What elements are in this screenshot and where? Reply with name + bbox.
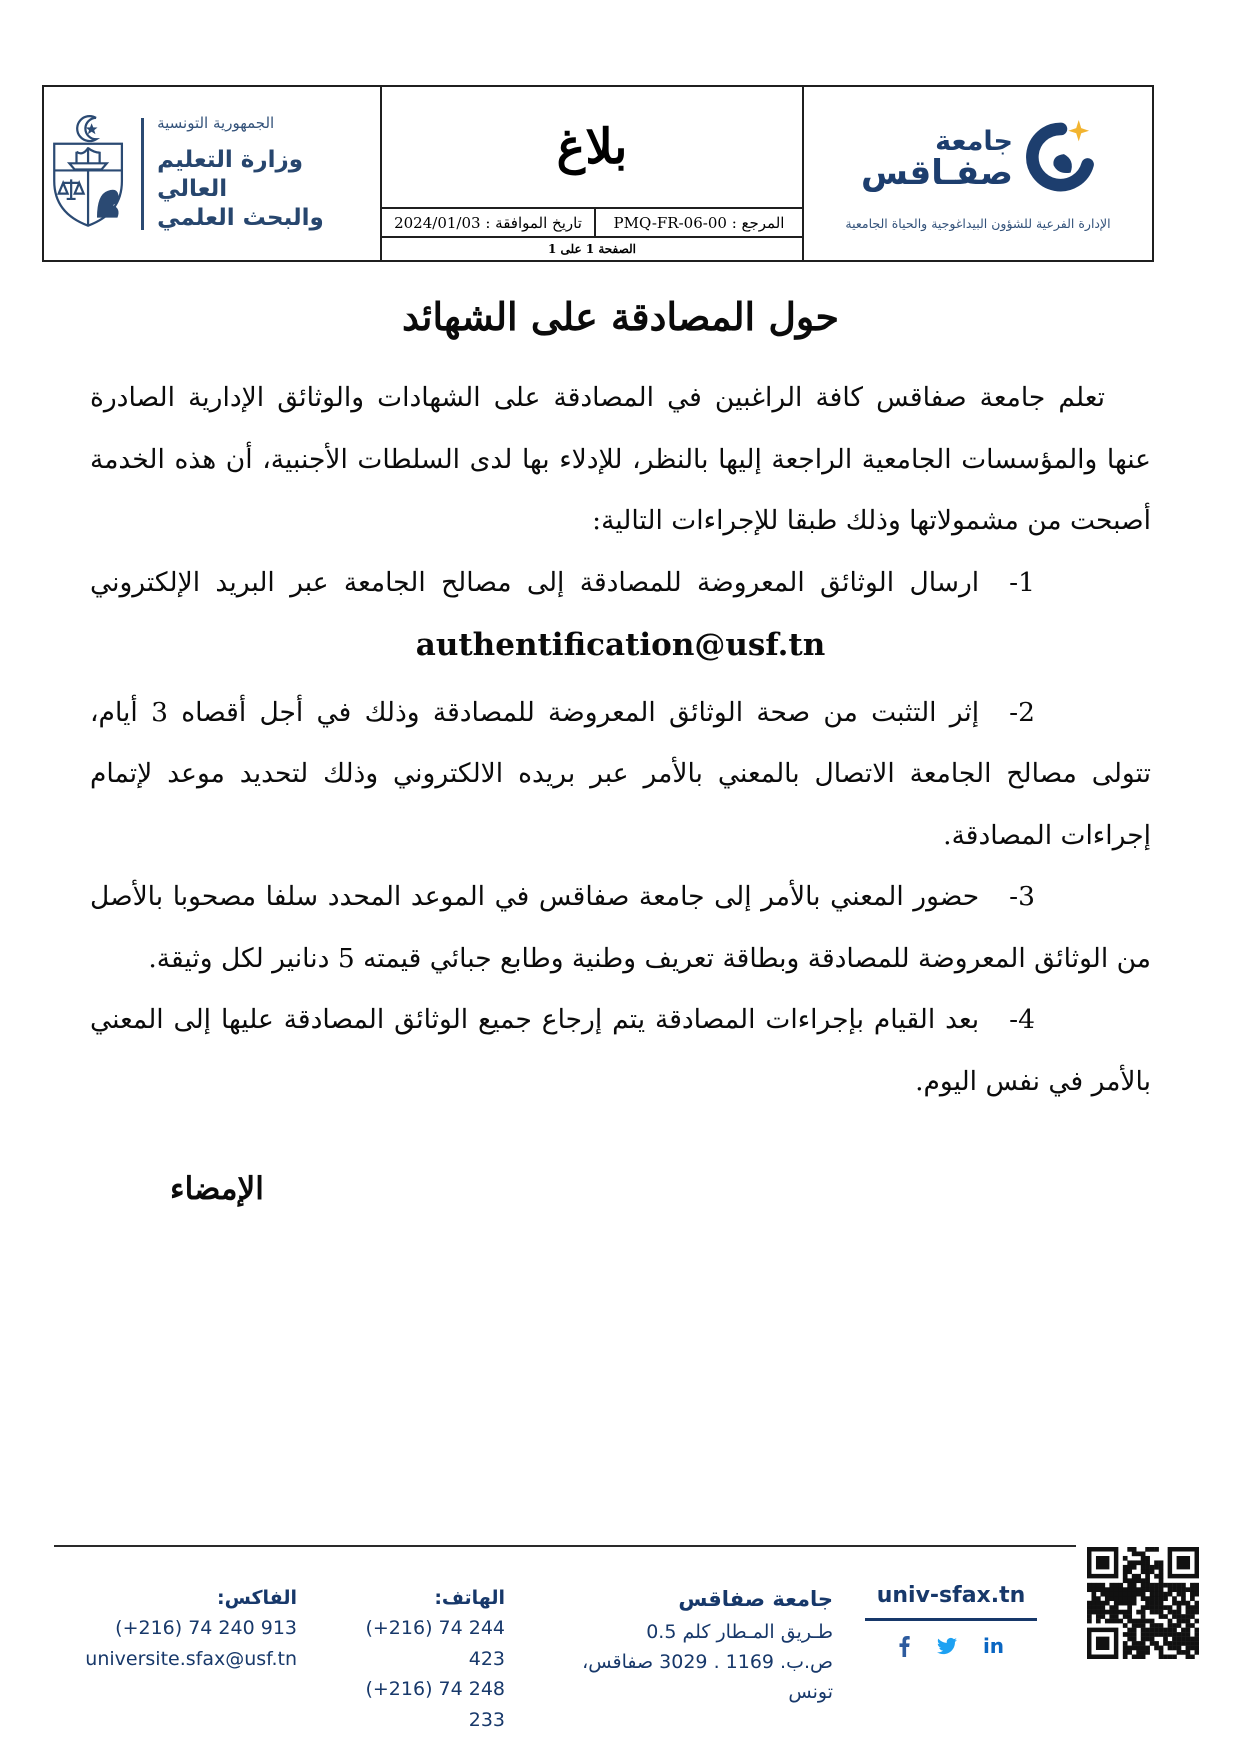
footer-address-line2: ص.ب. 1169 . 3029 صفاقس، تونس [582,1650,833,1704]
facebook-icon [898,1635,911,1657]
footer [42,1545,1199,1731]
linkedin-icon: in [982,1634,1005,1658]
ministry-cell [44,87,380,260]
footer-email: universite.sfax@usf.tn [85,1647,297,1670]
footer-address-block [533,1583,833,1735]
footer-divider [54,1545,1076,1547]
phone-number-1: (+216) 74 244 423 [365,1617,505,1670]
university-logo-icon [1021,116,1095,204]
list-item-4-text: بعد القيام بإجراءات المصادقة يتم إرجاع جميع الوثائق المصادقة عليها إلى المعني بالأمر في نفس اليوم. [90,1004,1151,1097]
university-name-line1: جامعة [935,125,1014,157]
list-item-2-text: إثر التثبت من صحة الوثائق المعروضة للمصادقة وذلك في أجل أقصاه 3 أيام، تتولى مصالح الجامعة الاتصال بالمعني بالأمر عبر بريده الالكتروني وذلك لتحديد موعد لإتمام إجراءات المصادقة. [90,696,1151,851]
list-item-4 [90,989,1151,1112]
qr-code [1087,1547,1199,1659]
fax-number: (+216) 74 240 913 [115,1617,297,1640]
phone-number-2: (+216) 74 248 233 [365,1678,505,1731]
fax-label: الفاكس: [217,1587,297,1609]
footer-fax-block [47,1583,297,1735]
footer-web-block [861,1583,1041,1735]
document-body [90,292,1151,1226]
phone-label: الهاتف: [434,1587,505,1609]
list-item-3 [90,866,1151,989]
page-number-label: الصفحة 1 على 1 [382,236,802,260]
website-underline [865,1618,1037,1621]
footer-university-name: جامعة صفاقس [678,1587,833,1611]
reference-label: المرجع : PMQ-FR-06-00 [594,209,802,236]
list-item-4-number: 4- [1009,1004,1035,1036]
footer-address-line1: طـريق المـطار كلم 0.5 [646,1620,833,1643]
authentication-email: authentification@usf.tn [415,627,826,664]
university-name-line2: صفـاقس [860,153,1014,194]
list-item-1 [90,552,1151,613]
approval-date-label: تاريخ الموافقة : 2024/01/03 [394,213,582,232]
signature-label: الإمضاء [170,1171,264,1208]
list-item-3-number: 3- [1009,881,1035,913]
university-cell [804,87,1152,260]
header-table [42,85,1154,262]
list-item-3-text: حضور المعني بالأمر إلى جامعة صفاقس في الموعد المحدد سلفا مصحوبا بالأصل من الوثائق المعروضة للمصادقة وبطاقة تعريف وطنية وطابع جبائي قيمته 5 دنانير لكل وثيقة. [90,881,1151,974]
intro-paragraph: تعلم جامعة صفاقس كافة الراغبين في المصادقة على الشهادات والوثائق الإدارية الصادرة عنها والمؤسسات الجامعية الراجعة إليها بالنظر، للإدلاء بها لدى السلطات الأجنبية، أن هذه الخدمة أصبحت من مشمولاتها وذلك طبقا للإجراءات التالية: [90,382,1151,537]
footer-phone-block [325,1583,505,1735]
ministry-name-line2: والبحث العلمي [157,204,324,231]
university-department-label: الإدارة الفرعية للشؤون البيداغوجية والحياة الجامعية [845,216,1111,231]
document-type-title: بلاغ [556,119,628,175]
republic-label: الجمهورية التونسية [157,114,275,133]
document-meta-cell [380,87,804,260]
list-item-1-number: 1- [1009,566,1035,598]
ministry-name-line1: وزارة التعليم العالي [157,147,304,203]
list-item-2-number: 2- [1009,696,1036,728]
list-item-2 [90,682,1151,866]
list-item-1-text: ارسال الوثائق المعروضة للمصادقة إلى مصالح الجامعة عبر البريد الإلكتروني [90,566,980,598]
page-title: حول المصادقة على الشهائد [401,294,840,339]
tunisia-coat-of-arms-icon [48,108,128,240]
website-label: univ-sfax.tn [876,1583,1026,1608]
twitter-icon [935,1636,959,1656]
ministry-divider [141,118,144,230]
